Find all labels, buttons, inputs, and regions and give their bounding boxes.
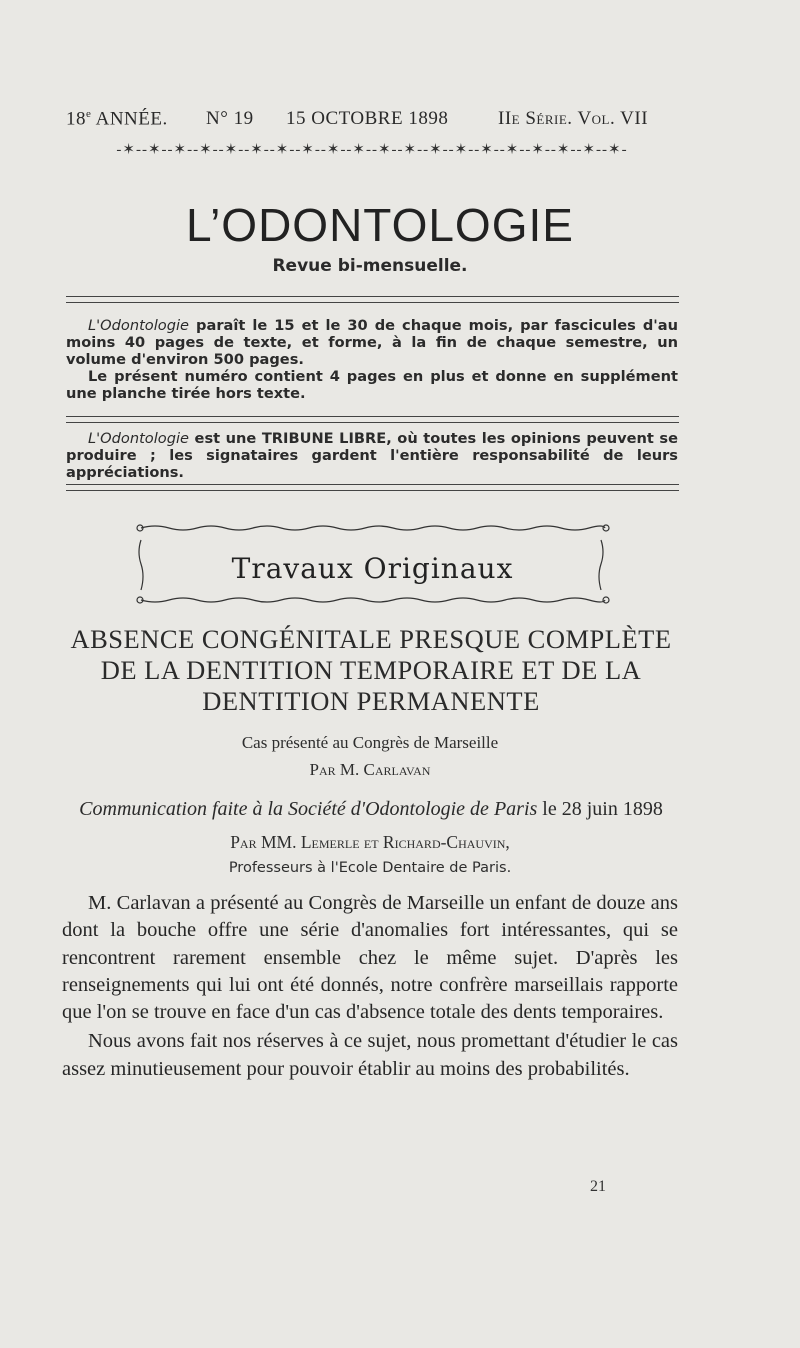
issue-series: IIe Série. Vol. VII	[498, 108, 649, 129]
divider	[66, 416, 679, 423]
section-heading: Travaux Originaux	[231, 552, 514, 585]
header-ornament: -✶--✶--✶--✶--✶--✶--✶--✶--✶--✶--✶--✶--✶--✶--✶--✶--✶--✶--✶--✶-	[116, 142, 628, 158]
issue-date: 15 OCTOBRE 1898	[286, 108, 449, 129]
affiliation-line: Professeurs à l'Ecole Dentaire de Paris.	[228, 860, 512, 876]
article-body	[62, 890, 678, 1085]
issue-number: N° 19	[206, 108, 254, 129]
presentation-line: Cas présenté au Congrès de Marseille	[241, 733, 499, 752]
authors-line: Par MM. Lemerle et Richard-Chauvin,	[230, 832, 510, 852]
journal-name: L'Odontologie	[88, 430, 190, 447]
paragraph: M. Carlavan a présenté au Congrès de Marseille un enfant de douze ans dont la bouche offre une série d'anomalies fort intéressantes, qui se rencontrent rarement ensemble chez le même sujet. D'après les renseignements qui lui ont été donnés, notre confrère marseillais rapporte que l'on se trouve en face d'un cas d'absence totale des dents temporaires.	[62, 892, 678, 1024]
article-title: ABSENCE CONGÉNITALE PRESQUE COMPLÈTE DE LA DENTITION TEMPORAIRE ET DE LA DENTITION PERMANENTE	[70, 624, 672, 716]
page-number: 21	[590, 1178, 606, 1195]
journal-subtitle: Revue bi-mensuelle.	[272, 256, 468, 276]
communication-line: Communication faite à la Société d'Odontologie de Paris le 28 juin 1898	[79, 798, 663, 820]
divider	[66, 484, 679, 491]
tribune-notice: L'Odontologie est une TRIBUNE LIBRE, où toutes les opinions peuvent se produire ; les signataires gardent l'entière responsabilité de leurs appréciations.	[66, 430, 678, 481]
issue-year: 18e ANNÉE.	[66, 108, 168, 130]
journal-name: L'Odontologie	[88, 317, 190, 334]
journal-title: L’ODONTOLOGIE	[186, 199, 574, 251]
paragraph: Nous avons fait nos réserves à ce sujet, nous promettant d'étudier le cas assez minutieusement pour pouvoir établir au moins des probabilités.	[62, 1030, 678, 1080]
issue-header	[66, 108, 680, 138]
supplement-notice: Le présent numéro contient 4 pages en plus et donne en supplément une planche tirée hors texte.	[66, 368, 678, 402]
publication-notice: L'Odontologie paraît le 15 et le 30 de chaque mois, par fascicules d'au moins 40 pages de texte, et forme, à la fin de chaque semestre, un volume d'environ 500 pages. Le présent numéro contient 4 pages en plus et donne en supplément une planche tirée hors texte.	[66, 317, 678, 402]
divider	[66, 296, 679, 303]
author-line: Par M. Carlavan	[309, 760, 431, 779]
